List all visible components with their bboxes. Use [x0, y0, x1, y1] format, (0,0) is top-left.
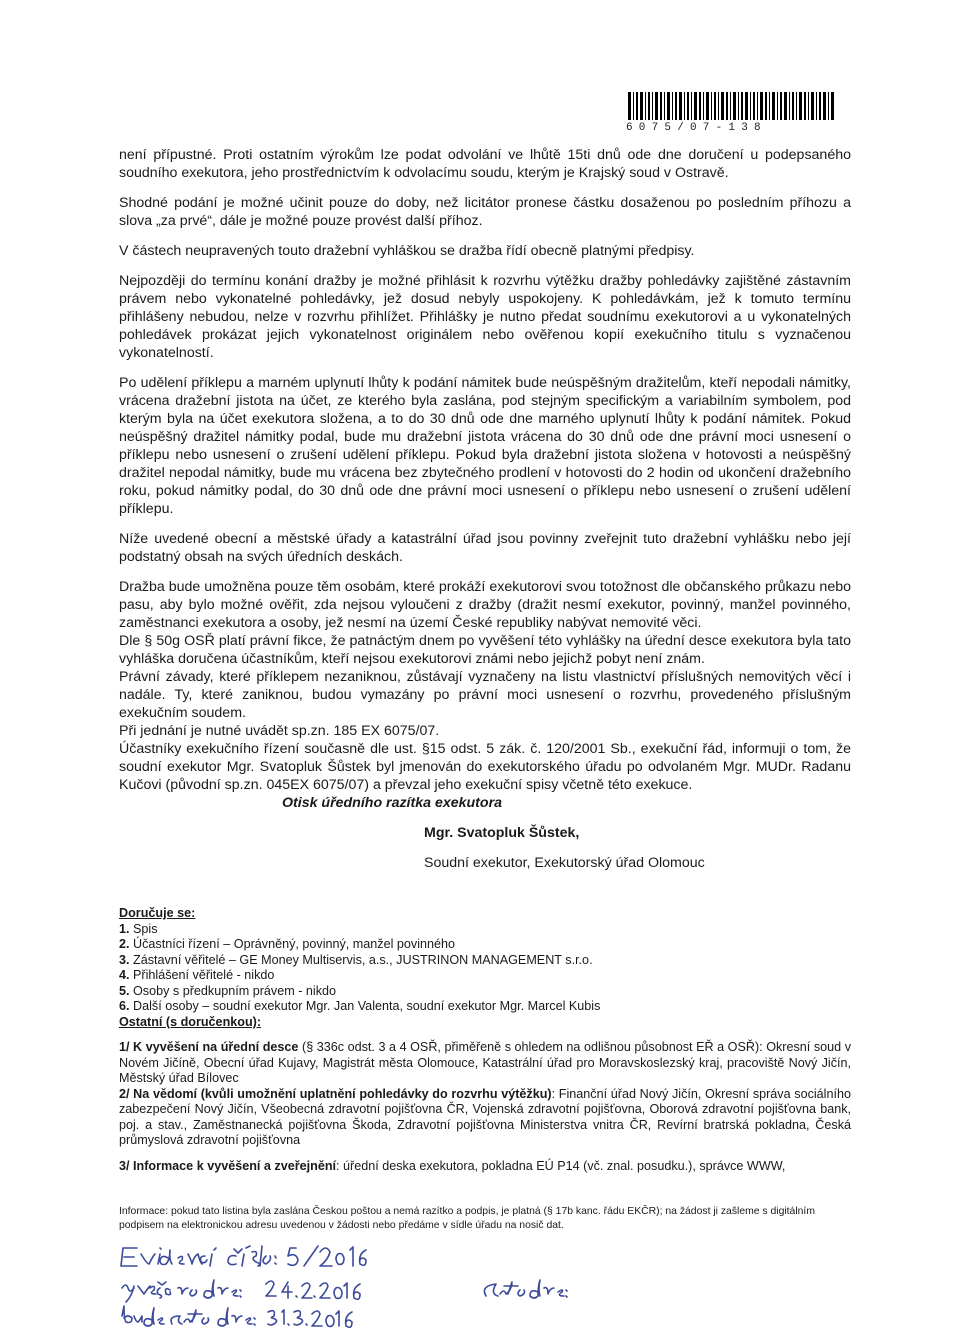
delivery-item: 5. Osoby s předkupním právem - nikdo: [119, 983, 337, 998]
delivery-item: 6. Další osoby – soudní exekutor Mgr. Jan Valenta, soudní exekutor Mgr. Marcel Kubis: [119, 999, 601, 1013]
info-note: Informace: pokud tato listina byla zaslána Českou poštou a nemá razítko a podpis, je platná (§ 17b kanc. řádu EKČR); na žádost ji zašleme s digitálním podpisem na elektronickou adresu uvedenou v žádosti nebo předáme v sídle úřadu na nosič dat.: [119, 1206, 815, 1231]
paragraph-deposit-return: Po udělení příklepu a marném uplynutí lhůty k podání námitek bude neúspěšným dražitelům, kteří nepodali námitky, vrácena dražební jistota na účet, ze kterého byla zaslána, pod stejným specifickým a variabilním symbolem, pod kterým byla na účet exekutora složena, a to do 30 dnů ode dne marného uplynutí lhůty k podání námitek. Pokud neúspěšný dražitel námitky podal, bude mu dražební jistota vrácena do 30 dnů ode dne právní moci usnesení o příklepu nebo usnesení o zrušení udělení příklepu. Pokud byla dražební jistota složena v hotovosti a neúspěšný dražitel nepodal námitky, bude mu vrácena bez zbytečného prodlení v hotovosti do 2 hodin od ukončení dražebního roku, pokud námitky podal, do 30 dnů ode dne právní moci usnesení o příklepu nebo usnesení o zrušení udělení příklepu.: [119, 375, 851, 517]
paragraph-equal-bid: Shodné podání je možné učinit pouze do doby, než licitátor pronese částku dosaženou po posledním příhozu a slova „za prvé“, dále je možné pouze provést další příhoz.: [119, 195, 851, 229]
paragraph-general-rules: V částech neupravených touto dražební vyhláškou se dražba řídí obecně platnými předpisy.: [119, 243, 695, 259]
delivery-section: [119, 906, 851, 1174]
signature-name: Mgr. Svatopluk Šůstek,: [424, 825, 580, 841]
handwritten-annotations: [0, 1240, 960, 1335]
signature-office: Soudní exekutor, Exekutorský úřad Olomouc: [424, 855, 705, 871]
paragraph-identity: Dražba bude umožněna pouze těm osobám, které prokáží exekutorovi svou totožnost dle občanského průkazu nebo pasu, aby bylo možné ověřit, zda nejsou vyloučeni z dražby (dražit nesmí exekutor, povinný, manžel povinného, zaměstnanci exekutora a osoby, jež nesmí na území České republiky nabývat nemovité věci.: [119, 579, 851, 631]
paragraph-executor-change: Účastníky exekučního řízení současně dle ust. §15 odst. 5 zák. č. 120/2001 Sb., exekuční řád, informuji o tom, že soudní exekutor Mgr. Svatopluk Šůstek byl jmenován do exekutorského úřadu po odvolaném Mgr. MUDr. Radanu Kučovi (původní sp.zn. 045EX 6075/07) a převzal jeho exekuční spisy včetně této exekuce.: [119, 741, 851, 793]
document-body: [119, 146, 851, 884]
others-heading: Ostatní (s doručenkou):: [119, 1014, 262, 1029]
paragraph-case-number: Při jednání je nutné uvádět sp.zn. 185 EX 6075/07.: [119, 723, 440, 739]
delivery-group-publication: 3/ Informace k vyvěšení a zveřejnění: úřední deska exekutora, pokladna EÚ P14 (vč. znal. posudku.), správce WWW,: [119, 1158, 786, 1173]
delivery-group-noticeboard: 1/ K vyvěšení na úřední desce (§ 336c odst. 3 a 4 OSŘ, přiměřeně s ohledem na odlišnou působnost EŘ a OSŘ): Okresní soud v Novém Jičíně, Obecní úřad Kujavy, Magistrát města Olomouce, Katastrální úřad pro Moravskoslezský kraj, pracoviště Nový Jičín, Městský úřad Bílovec: [119, 1040, 852, 1085]
delivery-group-notice: 2/ Na vědomí (kvůli umožnění uplatnění pohledávky do rozvrhu výtěžku): Finanční úřad Nový Jičín, Okresní správa sociálního zabezpečení Nový Jičín, Všeobecná zdravotní pojišťovna ČR, Vojenská zdravotní pojišťovna, Oborová zdravotní pojišťovna bank, poj. a stav., Zaměstnanecká pojišťovna Škoda, Zdravotní pojišťovna Ministerstva vnitra ČR, Revírní bratrská pokladna, Česká průmyslová zdravotní pojišťovna: [119, 1086, 851, 1147]
paragraph-legal-fiction: Dle § 50g OSŘ platí právní fikce, že patnáctým dnem po vyvěšení této vyhlášky na úřední desce exekutora byla tato vyhláška doručena účastníkům, kteří nejsou exekutorovi známi nebo jejichž pobyt není znám.: [119, 633, 851, 667]
paragraph-claims: Nejpozději do termínu konání dražby je možné přihlásit k rozvrhu výtěžku dražby pohledávky zajištěné zástavním právem nebo vykonatelné pohledávky, jež dosud nebyly uspokojeny. K pohledávkám, jež k tomuto termínu přihlášeny nebudou, nelze v rozvrhu přihlížet. Přihlášky je nutno předat soudnímu exekutorovi a u vykonatelných pohledávek prokázat jejich vykonatelnost originálem nebo ověřenou kopií exekučního titulu s vyznačenou vykonatelností.: [119, 273, 851, 361]
signature-stamp-label: Otisk úředního razítka exekutora: [282, 795, 502, 811]
delivery-item: 4. Přihlášení věřitelé - nikdo: [119, 968, 275, 982]
delivery-item: 1. Spis: [119, 921, 158, 936]
delivery-heading: Doručuje se:: [119, 906, 196, 920]
paragraph-publication: Níže uvedené obecní a městské úřady a katastrální úřad jsou povinny zveřejnit tuto dražební vyhlášku nebo její podstatný obsah na svých úředních deskách.: [119, 531, 851, 565]
paragraph-appeal: není přípustné. Proti ostatním výrokům lze podat odvolání ve lhůtě 15ti dnů ode dne doručení u podepsaného soudního exekutora, jeho prostřednictvím k odvolacímu soudu, kterým je Krajský soud v Ostravě.: [119, 147, 851, 181]
delivery-item: 2. Účastníci řízení – Oprávněný, povinný, manžel povinného: [119, 937, 456, 951]
paragraph-legal-defects: Právní závady, které příklepem nezaniknou, zůstávají vyznačeny na listu vlastnictví příslušných nemovitých věcí i nadále. Ty, které zaniknou, budou vymazány po právní moci usnesení o rozvrhu, provedeného příslušným exekučním soudem.: [119, 669, 851, 721]
barcode-number: 6075/07-138: [626, 122, 767, 134]
delivery-item: 3. Zástavní věřitelé – GE Money Multiservis, a.s., JUSTRINON MANAGEMENT s.r.o.: [119, 952, 593, 967]
barcode: [628, 92, 834, 120]
